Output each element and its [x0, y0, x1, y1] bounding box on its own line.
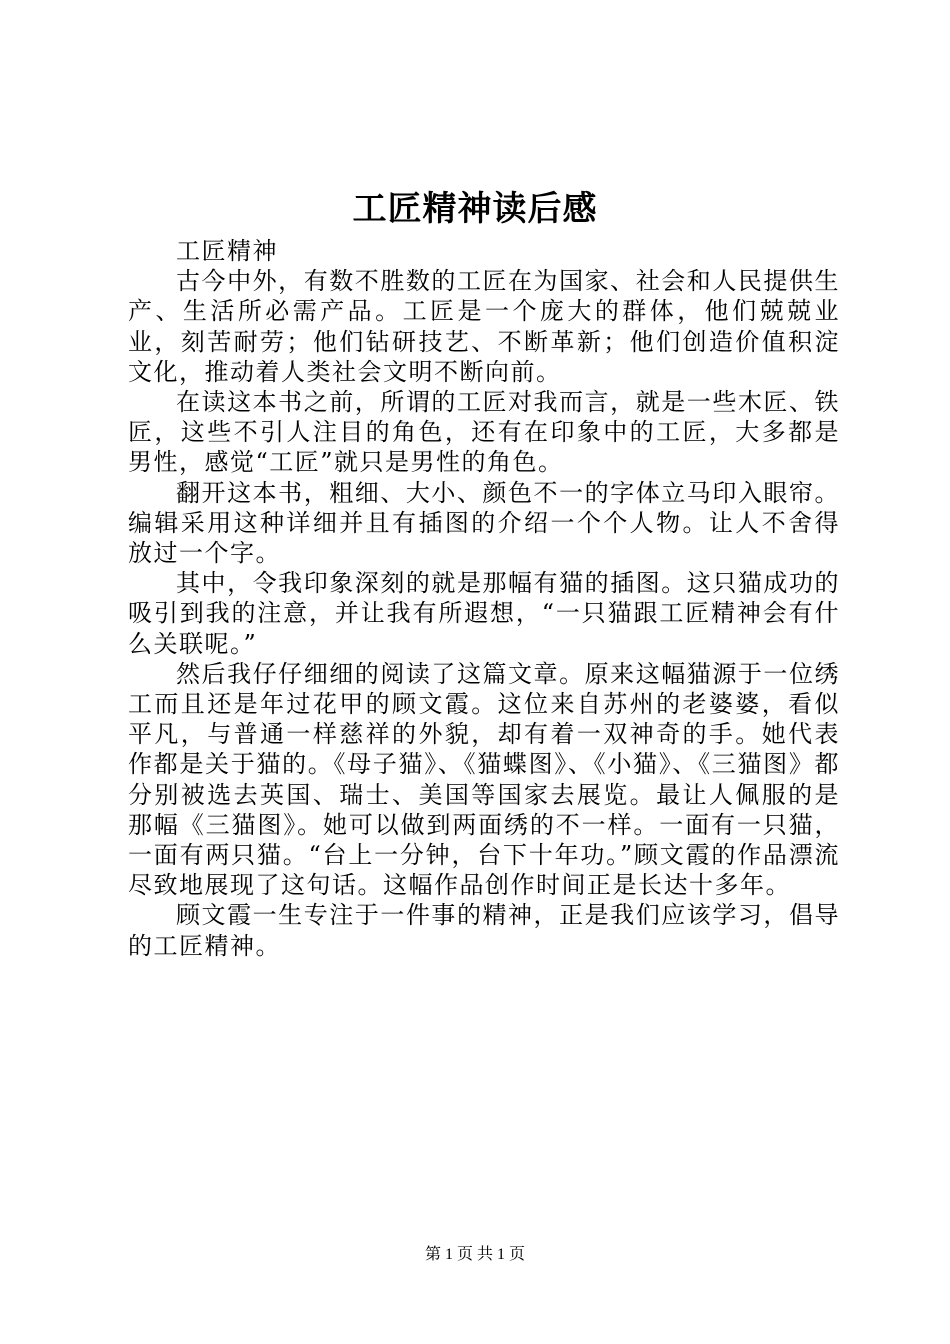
- document-body: [128, 236, 840, 961]
- paragraph: 然后我仔仔细细的阅读了这篇文章。原来这幅猫源于一位绣工而且还是年过花甲的顾文霞。这位来自苏州的老婆婆，看似平凡，与普通一样慈祥的外貌，却有着一双神奇的手。她代表作都是关于猫的。《母子猫》、《猫蝶图》、《小猫》、《三猫图》都分别被选去英国、瑞士、美国等国家去展览。最让人佩服的是那幅《三猫图》。她可以做到两面绣的不一样。一面有一只猫，一面有两只猫。“台上一分钟，台下十年功。”顾文霞的作品漂流尽致地展现了这句话。这幅作品创作时间正是长达十多年。: [128, 659, 840, 900]
- page-number-footer: 第 1 页 共 1 页: [424, 1246, 525, 1263]
- paragraph: 古今中外，有数不胜数的工匠在为国家、社会和人民提供生产、生活所必需产品。工匠是一个庞大的群体，他们兢兢业业，刻苦耐劳；他们钻研技艺、不断革新；他们创造价值积淀文化，推动着人类社会文明不断向前。: [128, 267, 840, 386]
- paragraph-heading: 工匠精神: [176, 237, 278, 265]
- paragraph: 翻开这本书，粗细、大小、颜色不一的字体立马印入眼帘。编辑采用这种详细并且有插图的介绍一个个人物。让人不舍得放过一个字。: [128, 478, 840, 568]
- document-title: 工匠精神读后感: [352, 189, 598, 229]
- paragraph: 在读这本书之前，所谓的工匠对我而言，就是一些木匠、铁匠，这些不引人注目的角色，还有在印象中的工匠，大多都是男性，感觉“工匠”就只是男性的角色。: [128, 388, 840, 477]
- paragraph: 顾文霞一生专注于一件事的精神，正是我们应该学习，倡导的工匠精神。: [128, 901, 840, 960]
- paragraph: 其中，令我印象深刻的就是那幅有猫的插图。这只猫成功的吸引到我的注意，并让我有所遐想，“一只猫跟工匠精神会有什么关联呢。”: [128, 569, 840, 658]
